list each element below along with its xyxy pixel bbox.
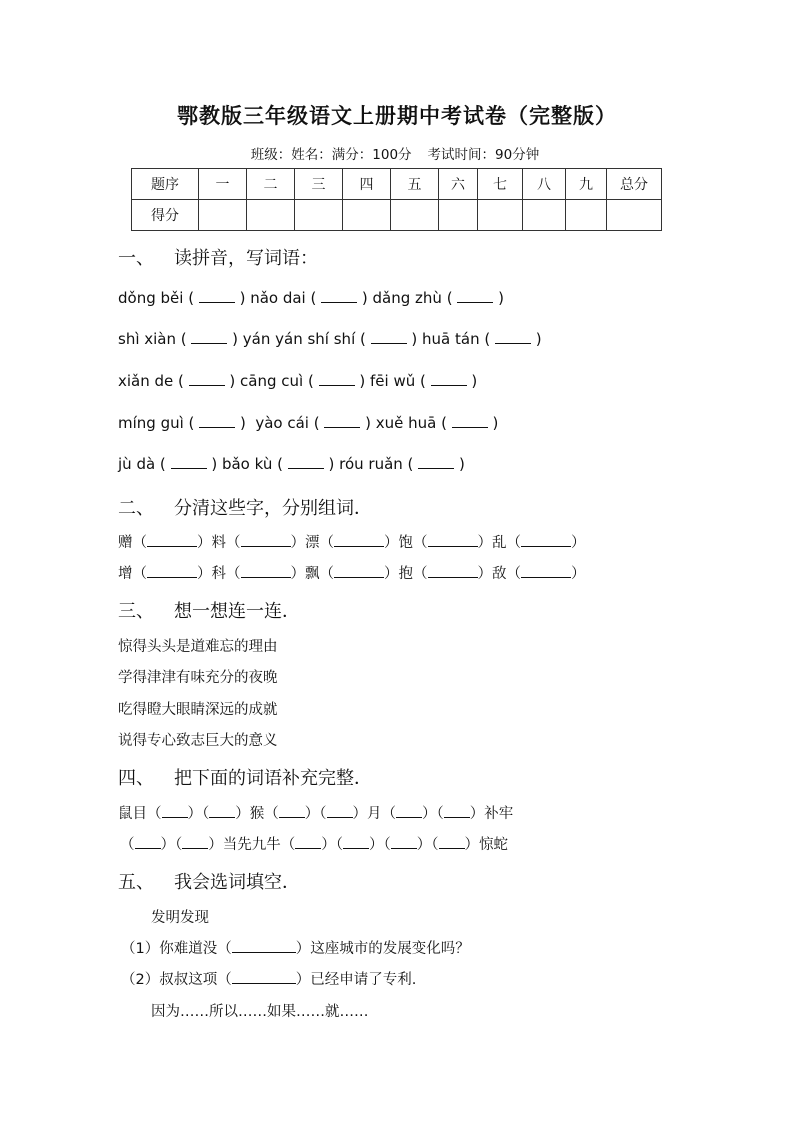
character: 敌 [492,566,507,582]
answer-blank[interactable] [396,803,422,818]
answer-blank[interactable] [162,803,188,818]
pinyin-word: nǎo dai [250,289,306,307]
pinyin-word: huā tán [422,330,480,348]
word-choices: 发明发现 [151,910,209,926]
section-4-title [118,764,372,790]
idiom-text: ）（ [187,806,210,822]
character: 抱 [398,566,413,582]
pinyin-row: shì xiàn ( ) yán yán shí shí ( ) huā tán ( ) [118,330,542,348]
section-5-title [118,868,300,894]
match-line: 吃得瞪大眼睛深远的成就 [118,702,278,718]
section-heading: 把下面的词语补充完整． [174,768,372,789]
answer-blank[interactable] [343,834,369,849]
header-cell: 七 [478,169,523,200]
match-line: 说得专心致志巨大的意义 [118,733,278,749]
score-cell[interactable] [391,200,439,231]
name-label: 姓名： [291,147,332,163]
character: 漂 [305,535,320,551]
answer-blank[interactable] [391,834,417,849]
header-cell: 四 [343,169,391,200]
answer-blank[interactable] [135,834,161,849]
idiom-text: ）补牢 [469,806,514,822]
section-heading: 分清这些字，分别组词． [174,498,372,519]
idiom-text: ）（ [422,806,444,822]
word-choices: 因为……所以……如果……就…… [151,1004,369,1020]
header-cell: 总分 [607,169,662,200]
idiom-text: ）月（ [352,806,396,822]
answer-blank[interactable] [334,563,384,578]
answer-blank[interactable] [327,803,353,818]
idiom-text: ）（ [160,837,183,853]
answer-blank[interactable] [147,563,197,578]
char-group-row: 赠（ ）料（ ）漂（ ）饱（ ）乱（ ） [118,531,586,552]
character: 飘 [305,566,320,582]
score-cell[interactable] [607,200,662,231]
section-2-title [118,494,372,520]
score-cell[interactable] [478,200,523,231]
score-table [131,168,662,231]
section-number: 三、 [118,601,154,622]
page-title: 鄂教版三年级语文上册期中考试卷（完整版） [177,103,617,128]
idiom-text: ）当先九牛（ [208,837,296,853]
idiom-text: ）（ [304,806,327,822]
header-cell: 二 [247,169,295,200]
exam-info [0,143,794,163]
score-cell[interactable] [247,200,295,231]
pinyin-word: cāng cuì [240,372,304,390]
pinyin-word: dǒng běi [118,289,184,307]
match-line: 惊得头头是道难忘的理由 [118,639,278,655]
answer-blank[interactable] [457,288,493,303]
score-cell[interactable] [523,200,566,231]
section-1-title [118,244,318,270]
idiom-text: ）（ [369,837,391,853]
answer-blank[interactable] [428,563,478,578]
pinyin-row: jù dà ( ) bǎo kù ( ) róu ruǎn ( ) [118,455,465,473]
score-label: 满分：100分 [331,147,412,163]
answer-blank[interactable] [521,532,571,547]
section-heading: 想一想连一连． [174,601,300,622]
pinyin-word: dǎng zhù [372,289,442,307]
score-cell[interactable] [295,200,343,231]
header-cell: 九 [566,169,607,200]
section-number: 一、 [118,248,154,269]
time-label: 考试时间：90分钟 [427,147,540,163]
section-heading: 读拼音，写词语： [174,248,318,269]
char-group-row: 增（ ）科（ ）飘（ ）抱（ ）敌（ ） [118,562,586,583]
character: 料 [211,535,226,551]
answer-blank[interactable] [199,288,235,303]
answer-blank[interactable] [232,969,296,984]
character: 饱 [398,535,413,551]
section-heading: 我会选词填空． [174,872,300,893]
answer-blank[interactable] [321,288,357,303]
answer-blank[interactable] [182,834,208,849]
section-number: 二、 [118,498,154,519]
answer-blank[interactable] [452,413,488,428]
answer-blank[interactable] [209,803,235,818]
pinyin-word: yào cái [255,414,309,432]
pinyin-row: xiǎn de ( ) cāng cuì ( ) fēi wǔ ( ) [118,372,478,390]
match-line: 学得津津有味充分的夜晚 [118,670,278,686]
answer-blank[interactable] [431,371,467,386]
pinyin-row: dǒng běi ( ) nǎo dai ( ) dǎng zhù ( ) [118,289,504,307]
idiom-text: 鼠目（ [118,806,162,822]
answer-blank[interactable] [418,454,454,469]
pinyin-word: míng guì [118,414,184,432]
question-text: （2）叔叔这项（ [121,972,232,988]
character: 赠 [118,535,133,551]
answer-blank[interactable] [371,329,407,344]
header-cell: 六 [439,169,478,200]
answer-blank[interactable] [319,371,355,386]
pinyin-word: shì xiàn [118,330,177,348]
idiom-text: ）猴（ [235,806,279,822]
idiom-text: ）（ [416,837,439,853]
pinyin-row: míng guì ( ) yào cái ( ) xuě huā ( ) [118,414,499,432]
pinyin-word: jù dà [118,455,156,473]
answer-blank[interactable] [495,329,531,344]
answer-blank[interactable] [232,938,296,953]
pinyin-word: xuě huā [375,414,437,432]
answer-blank[interactable] [444,803,470,818]
answer-blank[interactable] [189,371,225,386]
score-cell[interactable] [439,200,478,231]
answer-blank[interactable] [428,532,478,547]
answer-blank[interactable] [241,563,291,578]
header-cell: 五 [391,169,439,200]
section-3-title [118,597,300,623]
answer-blank[interactable] [191,329,227,344]
idiom-text: （ [120,837,135,853]
score-table-header-row [132,169,662,200]
answer-blank[interactable] [295,834,321,849]
answer-blank[interactable] [324,413,360,428]
pinyin-word: fēi wǔ [370,372,416,390]
fill-question [121,968,416,989]
idiom-text: ）惊蛇 [464,837,508,853]
answer-blank[interactable] [147,532,197,547]
header-cell: 八 [523,169,566,200]
answer-blank[interactable] [288,454,324,469]
pinyin-word: róu ruǎn [339,455,403,473]
answer-blank[interactable] [521,563,571,578]
header-cell: 一 [199,169,247,200]
question-text: （1）你难道没（ [121,941,232,957]
score-cell[interactable] [199,200,247,231]
idiom-row [120,833,508,854]
pinyin-word: xiǎn de [118,372,174,390]
idiom-row [118,802,513,823]
header-cell: 三 [295,169,343,200]
row-label: 得分 [132,200,199,231]
character: 乱 [492,535,507,551]
answer-blank[interactable] [171,454,207,469]
question-text: ）这座城市的发展变化吗？ [295,941,470,957]
score-table-score-row [132,200,662,231]
answer-blank[interactable] [439,834,465,849]
pinyin-word: yán yán shí shí [242,330,356,348]
answer-blank[interactable] [241,532,291,547]
answer-blank[interactable] [334,532,384,547]
answer-blank[interactable] [279,803,305,818]
character: 科 [211,566,226,582]
idiom-text: ）（ [321,837,343,853]
section-number: 五、 [118,872,154,893]
answer-blank[interactable] [199,413,235,428]
question-text: ）已经申请了专利. [295,972,417,988]
section-number: 四、 [118,768,154,789]
pinyin-word: bǎo kù [221,455,273,473]
class-label: 班级： [250,147,292,163]
character: 增 [118,566,133,582]
score-cell[interactable] [566,200,607,231]
header-cell: 题序 [132,169,199,200]
fill-question [121,937,470,958]
score-cell[interactable] [343,200,391,231]
